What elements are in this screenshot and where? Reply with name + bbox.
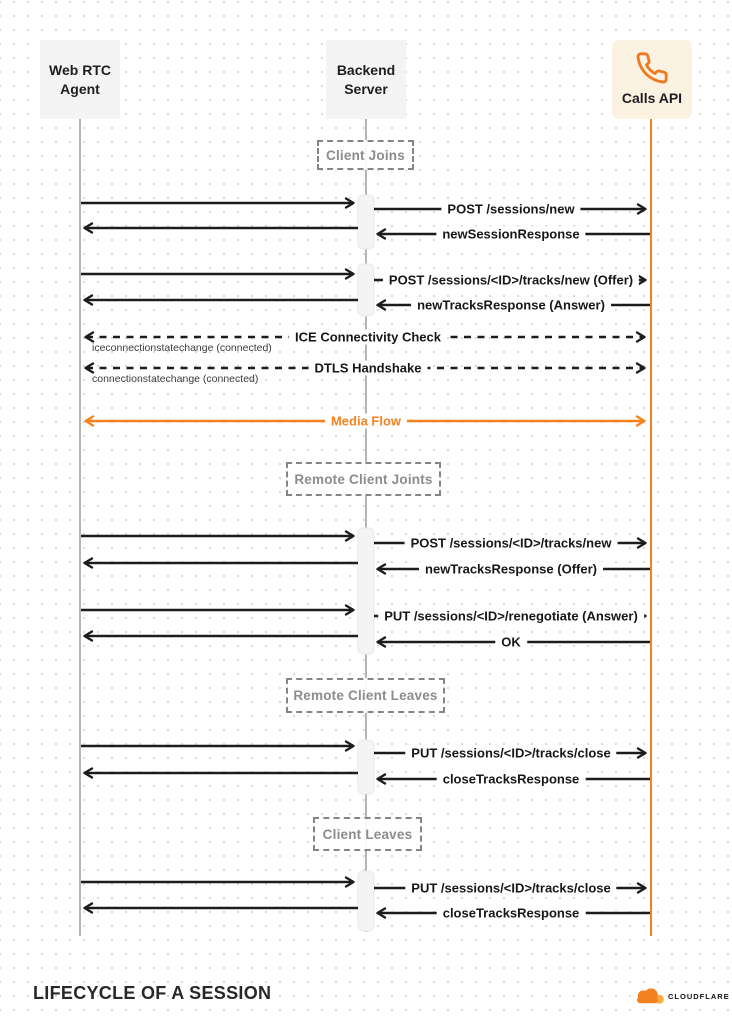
activation-bar bbox=[358, 528, 374, 654]
message-label-ok: OK bbox=[495, 635, 527, 650]
actor-calls-api bbox=[612, 40, 692, 119]
actor-label-line: Backend bbox=[336, 61, 396, 78]
message-label-new-tracks-response-offer: newTracksResponse (Offer) bbox=[419, 562, 603, 577]
message-label-post-tracks-new-offer: POST /sessions/<ID>/tracks/new (Offer) bbox=[383, 273, 639, 288]
actor-label-line: Web RTC bbox=[49, 61, 111, 78]
message-label-media-flow: Media Flow bbox=[325, 414, 407, 429]
actor-backend-server bbox=[326, 40, 406, 119]
message-label-post-tracks-new: POST /sessions/<ID>/tracks/new bbox=[405, 536, 618, 551]
message-label-ice-connectivity-check: ICE Connectivity Check bbox=[289, 330, 447, 345]
cloudflare-wordmark: CLOUDFLARE bbox=[668, 991, 730, 1001]
message-label-dtls-handshake: DTLS Handshake bbox=[309, 361, 428, 376]
section-remote-client-leaves: Remote Client Leaves bbox=[286, 678, 445, 713]
message-label-new-tracks-response-answer: newTracksResponse (Answer) bbox=[411, 298, 611, 313]
cloudflare-cloud-icon bbox=[633, 987, 665, 1005]
section-client-leaves: Client Leaves bbox=[313, 817, 422, 851]
activation-bar bbox=[358, 740, 374, 794]
cloudflare-logo bbox=[633, 987, 730, 1005]
actor-label-line: Calls API bbox=[621, 90, 683, 107]
activation-bar bbox=[358, 195, 374, 249]
actor-label-line: Agent bbox=[60, 80, 100, 97]
message-label-post-sessions-new: POST /sessions/new bbox=[441, 202, 580, 217]
section-remote-client-joints: Remote Client Joints bbox=[286, 462, 441, 496]
note-iceconnectionstatechange: iceconnectionstatechange (connected) bbox=[92, 342, 272, 354]
message-label-put-tracks-close: PUT /sessions/<ID>/tracks/close bbox=[405, 881, 616, 896]
message-label-put-renegotiate-answer: PUT /sessions/<ID>/renegotiate (Answer) bbox=[378, 609, 644, 624]
message-label-put-tracks-close: PUT /sessions/<ID>/tracks/close bbox=[405, 746, 616, 761]
actor-web-rtc-agent bbox=[40, 40, 120, 119]
section-client-joins: Client Joins bbox=[317, 140, 414, 170]
activation-bar bbox=[358, 264, 374, 316]
message-label-new-session-response: newSessionResponse bbox=[436, 227, 585, 242]
phone-icon bbox=[634, 51, 670, 85]
message-label-close-tracks-response: closeTracksResponse bbox=[437, 906, 586, 921]
page-title: LIFECYCLE OF A SESSION bbox=[33, 983, 272, 1003]
note-connectionstatechange: connectionstatechange (connected) bbox=[92, 373, 259, 385]
message-label-close-tracks-response: closeTracksResponse bbox=[437, 772, 586, 787]
actor-label-line: Server bbox=[344, 80, 388, 97]
activation-bar bbox=[358, 871, 374, 931]
